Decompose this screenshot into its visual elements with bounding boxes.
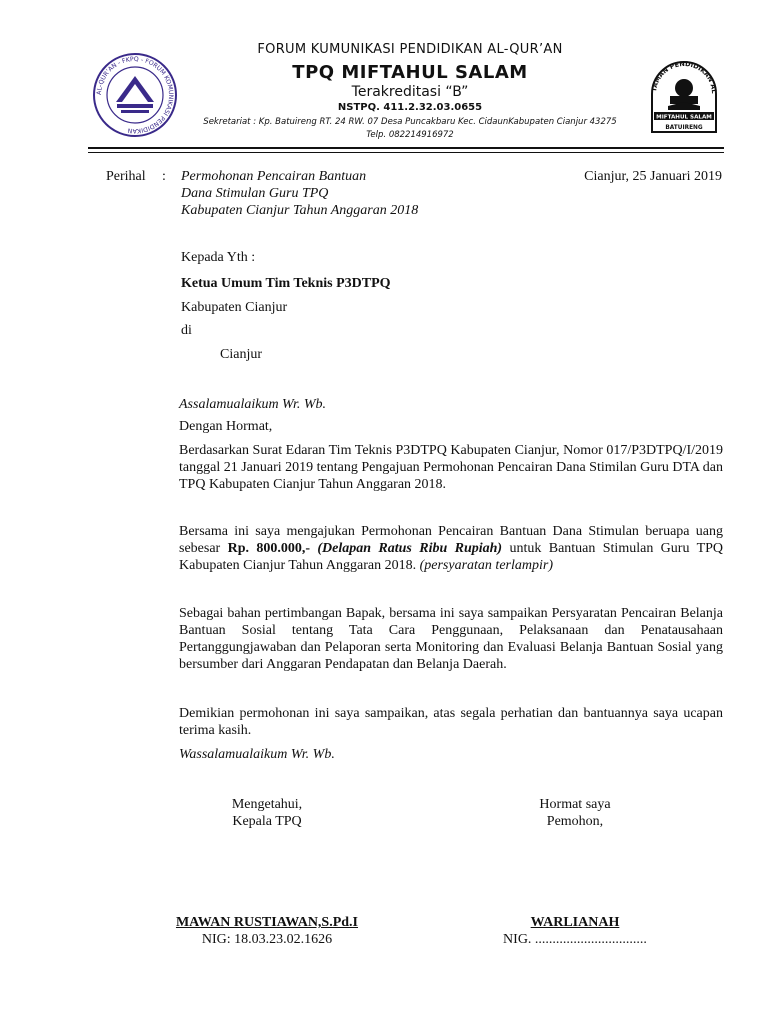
- sign-left-line-1: Mengetahui,: [231, 797, 303, 812]
- recipient-title: Ketua Umum Tim Teknis P3DTPQ: [181, 276, 391, 291]
- accreditation: Terakreditasi “B”: [351, 84, 469, 100]
- sign-right-line-1: Hormat saya: [539, 797, 611, 812]
- paragraph-3: Sebagai bahan pertimbangan Bapak, bersama ini saya sampaikan Persyaratan Pencairan Belanja Bantuan Sosial tentang Tata Cara Penggunaan, Pelaksanaan dan Penatausahaan Pertanggungjawaban dan Pelaporan serta Monitoring dan Evaluasi Belanja Bantuan Sosial yang bersumber dari Anggaran Pendapatan dan Belanja Daerah.: [179, 606, 723, 672]
- paragraph-1: Berdasarkan Surat Edaran Tim Teknis P3DTPQ Kabupaten Cianjur, Nomor 017/P3DTPQ/I/2019 tanggal 21 Januari 2019 tentang Pengajuan Permohonan Pencairan Dana Stimilan Guru DTA dan TPQ Kabupaten Cianjur Tahun Anggaran 2018.: [179, 443, 723, 492]
- amount: Rp. 800.000,-: [227, 541, 311, 556]
- subject-line-2: Dana Stimulan Guru TPQ: [181, 186, 329, 201]
- paragraph-2: [179, 523, 723, 574]
- sign-right-line-2: Pemohon,: [546, 814, 604, 829]
- closing: Wassalamualaikum Wr. Wb.: [179, 747, 335, 762]
- paragraph-2-lead: Bersama ini saya mengajukan Permohonan Pencairan Bantuan Dana Stimulan beruapa uang sebesar: [179, 524, 723, 556]
- tpq-logo-place: BATUIRENG: [665, 125, 703, 131]
- recipient-to: Kepada Yth :: [181, 250, 256, 265]
- opening: Dengan Hormat,: [179, 419, 273, 434]
- recipient-di: di: [181, 323, 192, 338]
- sign-right-name: WARLIANAH: [530, 915, 620, 930]
- tpq-logo-text: TAMAN PENDIDIKAN AL: [650, 59, 719, 94]
- paragraph-2-tail: untuk Bantuan Stimulan Guru TPQ Kabupaten Cianjur Tahun Anggaran 2018.: [179, 541, 724, 573]
- nstpq-number: NSTPQ. 411.2.32.03.0655: [337, 102, 483, 113]
- attachment-note: (persyaratan terlampir): [419, 558, 553, 573]
- paragraph-4: Demikian permohonan ini saya sampaikan, atas segala perhatian dan bantuannya saya ucapan terima kasih.: [179, 706, 723, 738]
- greeting: Assalamualaikum Wr. Wb.: [179, 397, 326, 412]
- sign-left-id: NIG: 18.03.23.02.1626: [201, 932, 333, 947]
- letterhead-divider-thick: [88, 147, 724, 149]
- phone: Telp. 082214916972: [366, 130, 454, 140]
- sign-right-id: NIG. ................................: [503, 932, 647, 947]
- subject-colon: :: [162, 169, 166, 184]
- subject-line-1: Permohonan Pencairan Bantuan: [181, 169, 367, 184]
- recipient-office: Kabupaten Cianjur: [181, 300, 288, 315]
- forum-name: FORUM KUMUNIKASI PENDIDIKAN AL-QUR’AN: [257, 42, 563, 57]
- letter-date: Cianjur, 25 Januari 2019: [584, 169, 722, 184]
- recipient-city: Cianjur: [220, 347, 262, 362]
- subject-label: Perihal: [106, 169, 146, 184]
- fkpq-logo-text: AL-QUR’AN - FKPQ - FORUM KOMUNIKASI PENDIDIKAN: [95, 55, 175, 135]
- address: Sekretariat : Kp. Batuireng RT. 24 RW. 07 Desa Puncakbaru Kec. CidaunKabupaten Cianjur 43275: [203, 117, 617, 127]
- sign-left-name: MAWAN RUSTIAWAN,S.Pd.I: [175, 915, 359, 930]
- amount-words: (Delapan Ratus Ribu Rupiah): [317, 541, 503, 556]
- sign-left-line-2: Kepala TPQ: [232, 814, 302, 829]
- subject-line-3: Kabupaten Cianjur Tahun Anggaran 2018: [181, 203, 419, 218]
- tpq-logo-banner: MIFTAHUL SALAM: [656, 114, 712, 121]
- institution-name: TPQ MIFTAHUL SALAM: [292, 62, 528, 83]
- letterhead-divider-thin: [88, 152, 724, 153]
